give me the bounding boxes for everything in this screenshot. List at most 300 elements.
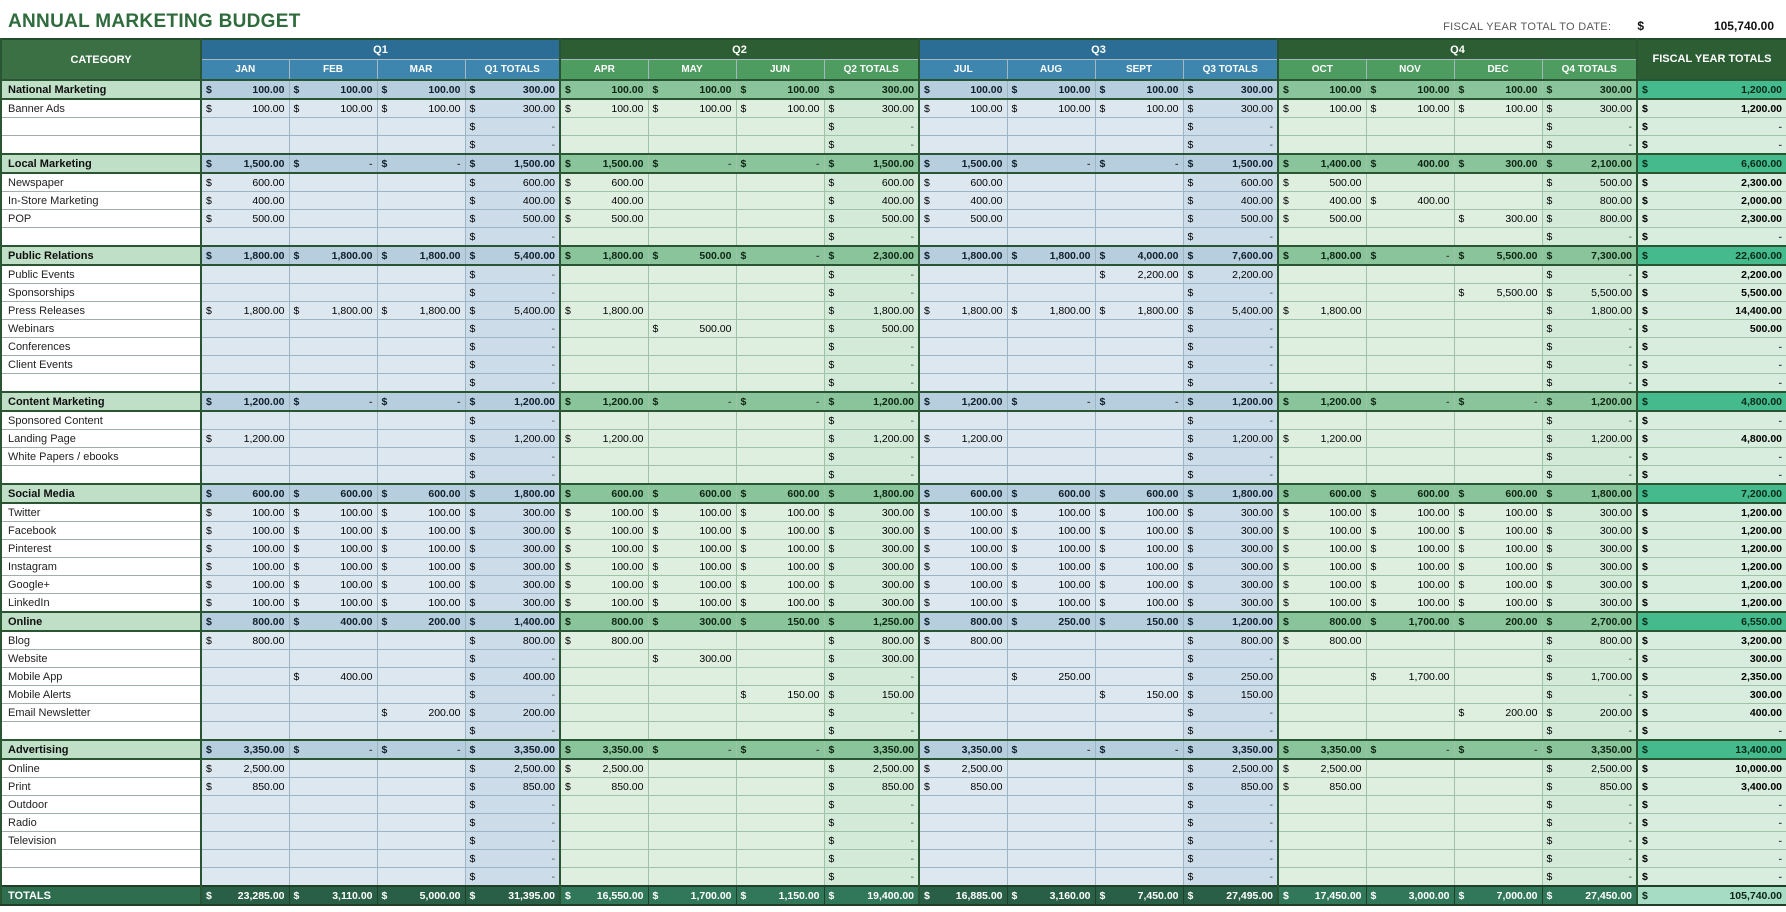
row-label-cell[interactable]: POP [1,210,201,228]
budget-cell[interactable] [1637,265,1786,284]
budget-cell[interactable] [1454,484,1542,503]
budget-cell[interactable] [560,466,648,485]
budget-cell[interactable] [1454,558,1542,576]
budget-cell[interactable] [648,374,736,393]
budget-cell[interactable] [1637,576,1786,594]
budget-cell[interactable] [824,154,919,173]
budget-cell[interactable] [1007,740,1095,759]
budget-cell[interactable] [1637,338,1786,356]
budget-cell[interactable] [919,356,1007,374]
budget-cell[interactable] [824,796,919,814]
budget-cell[interactable] [824,814,919,832]
budget-cell[interactable] [1007,99,1095,118]
totals-cell[interactable] [1095,886,1183,905]
quarter-band-q2[interactable]: Q2 [560,39,919,60]
row-label-cell[interactable]: Blog [1,631,201,650]
budget-cell[interactable] [289,868,377,887]
budget-cell[interactable] [736,99,824,118]
budget-cell[interactable] [1637,302,1786,320]
budget-cell[interactable] [560,173,648,192]
budget-cell[interactable] [1278,466,1366,485]
budget-cell[interactable] [648,522,736,540]
row-label-cell[interactable] [1,850,201,868]
budget-cell[interactable] [1637,411,1786,430]
budget-cell[interactable] [1183,686,1278,704]
budget-cell[interactable] [465,631,560,650]
budget-cell[interactable] [1183,430,1278,448]
budget-cell[interactable] [1637,284,1786,302]
budget-cell[interactable] [560,210,648,228]
budget-cell[interactable] [1095,796,1183,814]
budget-cell[interactable] [919,210,1007,228]
budget-cell[interactable] [919,228,1007,247]
budget-cell[interactable] [1007,484,1095,503]
budget-cell[interactable] [1637,778,1786,796]
budget-cell[interactable] [289,814,377,832]
row-label-cell[interactable]: Online [1,612,201,631]
budget-cell[interactable] [648,484,736,503]
budget-cell[interactable] [1183,722,1278,741]
budget-cell[interactable] [377,796,465,814]
budget-cell[interactable] [465,154,560,173]
budget-cell[interactable] [289,392,377,411]
budget-cell[interactable] [1366,320,1454,338]
budget-cell[interactable] [1637,448,1786,466]
budget-cell[interactable] [377,612,465,631]
budget-cell[interactable] [201,210,289,228]
budget-cell[interactable] [1542,228,1637,247]
budget-cell[interactable] [1183,740,1278,759]
budget-cell[interactable] [1007,192,1095,210]
budget-cell[interactable] [377,173,465,192]
budget-cell[interactable] [1183,832,1278,850]
budget-cell[interactable] [1278,284,1366,302]
budget-cell[interactable] [1095,722,1183,741]
budget-cell[interactable] [1542,650,1637,668]
budget-cell[interactable] [919,246,1007,265]
budget-cell[interactable] [1095,118,1183,136]
row-label-cell[interactable]: Banner Ads [1,99,201,118]
budget-cell[interactable] [1366,448,1454,466]
budget-cell[interactable] [1278,668,1366,686]
budget-cell[interactable] [1183,320,1278,338]
column-header-aug[interactable]: AUG [1007,60,1095,81]
budget-cell[interactable] [1454,374,1542,393]
budget-cell[interactable] [648,448,736,466]
budget-cell[interactable] [289,154,377,173]
budget-cell[interactable] [736,338,824,356]
column-header-dec[interactable]: DEC [1454,60,1542,81]
budget-cell[interactable] [465,448,560,466]
budget-cell[interactable] [824,173,919,192]
budget-cell[interactable] [1366,484,1454,503]
budget-cell[interactable] [1366,210,1454,228]
totals-cell[interactable] [1366,886,1454,905]
budget-cell[interactable] [1542,246,1637,265]
budget-cell[interactable] [1637,154,1786,173]
budget-cell[interactable] [1542,284,1637,302]
budget-cell[interactable] [824,392,919,411]
budget-cell[interactable] [1454,411,1542,430]
budget-cell[interactable] [1366,228,1454,247]
budget-cell[interactable] [736,668,824,686]
budget-cell[interactable] [1278,173,1366,192]
budget-cell[interactable] [1183,466,1278,485]
budget-cell[interactable] [1278,80,1366,99]
row-label-cell[interactable] [1,466,201,485]
row-label-cell[interactable]: Website [1,650,201,668]
row-label-cell[interactable] [1,228,201,247]
budget-cell[interactable] [1454,118,1542,136]
budget-cell[interactable] [1542,740,1637,759]
budget-cell[interactable] [736,594,824,613]
budget-cell[interactable] [1637,668,1786,686]
budget-cell[interactable] [736,759,824,778]
budget-cell[interactable] [919,320,1007,338]
budget-cell[interactable] [201,356,289,374]
budget-cell[interactable] [1183,522,1278,540]
budget-cell[interactable] [736,118,824,136]
budget-cell[interactable] [1454,392,1542,411]
budget-cell[interactable] [201,192,289,210]
budget-cell[interactable] [560,338,648,356]
budget-cell[interactable] [736,228,824,247]
budget-cell[interactable] [736,814,824,832]
budget-cell[interactable] [1637,722,1786,741]
budget-cell[interactable] [1095,320,1183,338]
budget-cell[interactable] [736,631,824,650]
budget-cell[interactable] [1007,576,1095,594]
budget-cell[interactable] [648,631,736,650]
budget-cell[interactable] [377,759,465,778]
budget-cell[interactable] [289,136,377,155]
row-label-cell[interactable]: Radio [1,814,201,832]
budget-cell[interactable] [465,686,560,704]
budget-cell[interactable] [1542,430,1637,448]
row-label-cell[interactable]: Conferences [1,338,201,356]
budget-cell[interactable] [560,99,648,118]
budget-cell[interactable] [1366,338,1454,356]
budget-cell[interactable] [648,320,736,338]
budget-cell[interactable] [1095,356,1183,374]
budget-cell[interactable] [1183,503,1278,522]
budget-cell[interactable] [919,466,1007,485]
budget-cell[interactable] [377,668,465,686]
budget-cell[interactable] [736,778,824,796]
budget-cell[interactable] [1183,392,1278,411]
budget-cell[interactable] [1183,411,1278,430]
column-header-q2-totals[interactable]: Q2 TOTALS [824,60,919,81]
budget-cell[interactable] [1366,650,1454,668]
row-label-cell[interactable]: Mobile Alerts [1,686,201,704]
budget-cell[interactable] [1007,136,1095,155]
budget-cell[interactable] [824,430,919,448]
budget-cell[interactable] [824,522,919,540]
budget-cell[interactable] [648,576,736,594]
budget-cell[interactable] [201,99,289,118]
budget-cell[interactable] [201,503,289,522]
budget-cell[interactable] [201,540,289,558]
budget-cell[interactable] [1183,302,1278,320]
budget-cell[interactable] [1278,868,1366,887]
column-header-nov[interactable]: NOV [1366,60,1454,81]
budget-cell[interactable] [1278,722,1366,741]
budget-cell[interactable] [1278,704,1366,722]
budget-cell[interactable] [919,650,1007,668]
budget-cell[interactable] [919,814,1007,832]
budget-cell[interactable] [1007,118,1095,136]
budget-cell[interactable] [377,540,465,558]
budget-cell[interactable] [1095,612,1183,631]
row-label-cell[interactable]: Client Events [1,356,201,374]
budget-cell[interactable] [377,740,465,759]
budget-cell[interactable] [201,392,289,411]
budget-cell[interactable] [1183,338,1278,356]
budget-cell[interactable] [1454,228,1542,247]
budget-cell[interactable] [648,338,736,356]
budget-cell[interactable] [1007,796,1095,814]
budget-cell[interactable] [560,631,648,650]
budget-cell[interactable] [736,558,824,576]
budget-cell[interactable] [201,832,289,850]
budget-cell[interactable] [1366,136,1454,155]
budget-cell[interactable] [648,594,736,613]
budget-cell[interactable] [1278,118,1366,136]
budget-cell[interactable] [465,850,560,868]
budget-cell[interactable] [1454,246,1542,265]
budget-cell[interactable] [201,448,289,466]
totals-cell[interactable] [1007,886,1095,905]
budget-cell[interactable] [560,411,648,430]
budget-cell[interactable] [1454,668,1542,686]
row-label-cell[interactable]: Sponsored Content [1,411,201,430]
budget-cell[interactable] [377,466,465,485]
row-label-cell[interactable]: Press Releases [1,302,201,320]
budget-cell[interactable] [1366,430,1454,448]
budget-cell[interactable] [1542,192,1637,210]
budget-cell[interactable] [1095,448,1183,466]
budget-cell[interactable] [1454,850,1542,868]
row-label-cell[interactable]: National Marketing [1,80,201,99]
budget-cell[interactable] [1637,99,1786,118]
budget-cell[interactable] [377,850,465,868]
budget-cell[interactable] [736,302,824,320]
budget-cell[interactable] [465,228,560,247]
budget-cell[interactable] [736,576,824,594]
budget-cell[interactable] [648,265,736,284]
budget-cell[interactable] [377,631,465,650]
budget-cell[interactable] [377,320,465,338]
budget-cell[interactable] [201,668,289,686]
budget-cell[interactable] [648,210,736,228]
row-label-cell[interactable] [1,136,201,155]
budget-cell[interactable] [919,704,1007,722]
budget-cell[interactable] [289,832,377,850]
budget-cell[interactable] [289,302,377,320]
budget-cell[interactable] [919,154,1007,173]
budget-cell[interactable] [1366,411,1454,430]
budget-cell[interactable] [560,594,648,613]
budget-cell[interactable] [377,650,465,668]
budget-cell[interactable] [919,558,1007,576]
budget-cell[interactable] [201,118,289,136]
budget-cell[interactable] [465,338,560,356]
budget-cell[interactable] [1095,466,1183,485]
budget-cell[interactable] [377,80,465,99]
totals-cell[interactable] [377,886,465,905]
budget-cell[interactable] [648,118,736,136]
budget-cell[interactable] [1183,704,1278,722]
budget-cell[interactable] [1542,99,1637,118]
budget-cell[interactable] [1007,832,1095,850]
budget-cell[interactable] [465,832,560,850]
budget-cell[interactable] [1366,302,1454,320]
budget-cell[interactable] [1366,704,1454,722]
budget-cell[interactable] [824,650,919,668]
budget-cell[interactable] [1366,612,1454,631]
budget-cell[interactable] [824,302,919,320]
budget-cell[interactable] [919,668,1007,686]
budget-cell[interactable] [560,558,648,576]
budget-cell[interactable] [1542,631,1637,650]
row-label-cell[interactable]: Facebook [1,522,201,540]
budget-cell[interactable] [1454,503,1542,522]
budget-cell[interactable] [560,650,648,668]
budget-cell[interactable] [648,796,736,814]
budget-cell[interactable] [1007,759,1095,778]
budget-cell[interactable] [736,246,824,265]
budget-cell[interactable] [648,284,736,302]
budget-cell[interactable] [1454,631,1542,650]
budget-cell[interactable] [919,448,1007,466]
budget-cell[interactable] [736,154,824,173]
budget-cell[interactable] [377,484,465,503]
row-label-cell[interactable]: Content Marketing [1,392,201,411]
budget-cell[interactable] [1183,154,1278,173]
budget-cell[interactable] [560,740,648,759]
budget-cell[interactable] [824,466,919,485]
budget-cell[interactable] [648,430,736,448]
column-header-sept[interactable]: SEPT [1095,60,1183,81]
budget-cell[interactable] [919,850,1007,868]
budget-cell[interactable] [824,850,919,868]
budget-cell[interactable] [736,356,824,374]
budget-cell[interactable] [201,850,289,868]
budget-cell[interactable] [377,192,465,210]
budget-cell[interactable] [1454,814,1542,832]
budget-cell[interactable] [1542,503,1637,522]
budget-cell[interactable] [648,740,736,759]
budget-cell[interactable] [201,868,289,887]
budget-cell[interactable] [824,868,919,887]
budget-cell[interactable] [1637,320,1786,338]
budget-cell[interactable] [1454,868,1542,887]
column-header-q1-totals[interactable]: Q1 TOTALS [465,60,560,81]
budget-cell[interactable] [1454,338,1542,356]
budget-cell[interactable] [1542,576,1637,594]
budget-cell[interactable] [1454,722,1542,741]
budget-cell[interactable] [824,192,919,210]
budget-cell[interactable] [648,558,736,576]
budget-cell[interactable] [1095,868,1183,887]
budget-cell[interactable] [1366,631,1454,650]
budget-cell[interactable] [1007,668,1095,686]
budget-cell[interactable] [824,448,919,466]
budget-cell[interactable] [1366,814,1454,832]
budget-cell[interactable] [1007,466,1095,485]
budget-cell[interactable] [648,868,736,887]
budget-cell[interactable] [736,540,824,558]
budget-cell[interactable] [1454,778,1542,796]
budget-cell[interactable] [201,686,289,704]
budget-cell[interactable] [1542,558,1637,576]
budget-cell[interactable] [1278,228,1366,247]
budget-cell[interactable] [465,814,560,832]
budget-cell[interactable] [560,448,648,466]
budget-cell[interactable] [1542,210,1637,228]
budget-cell[interactable] [1278,320,1366,338]
row-label-cell[interactable]: Twitter [1,503,201,522]
budget-cell[interactable] [1542,484,1637,503]
budget-cell[interactable] [377,686,465,704]
budget-cell[interactable] [1637,173,1786,192]
budget-cell[interactable] [465,302,560,320]
budget-cell[interactable] [1007,411,1095,430]
budget-cell[interactable] [919,484,1007,503]
budget-cell[interactable] [648,246,736,265]
budget-cell[interactable] [1366,265,1454,284]
quarter-band-q3[interactable]: Q3 [919,39,1278,60]
budget-cell[interactable] [648,228,736,247]
totals-cell[interactable] [736,886,824,905]
row-label-cell[interactable] [1,118,201,136]
budget-cell[interactable] [377,778,465,796]
budget-cell[interactable] [289,668,377,686]
totals-cell[interactable] [824,886,919,905]
row-label-cell[interactable]: LinkedIn [1,594,201,613]
budget-cell[interactable] [1095,228,1183,247]
budget-cell[interactable] [1278,796,1366,814]
budget-cell[interactable] [289,576,377,594]
budget-cell[interactable] [648,540,736,558]
budget-cell[interactable] [1366,740,1454,759]
budget-cell[interactable] [1095,759,1183,778]
budget-cell[interactable] [289,650,377,668]
row-label-cell[interactable]: Pinterest [1,540,201,558]
budget-cell[interactable] [201,704,289,722]
budget-cell[interactable] [1542,814,1637,832]
budget-cell[interactable] [289,796,377,814]
budget-cell[interactable] [465,484,560,503]
budget-cell[interactable] [201,740,289,759]
budget-cell[interactable] [1366,246,1454,265]
budget-cell[interactable] [201,650,289,668]
budget-cell[interactable] [1278,522,1366,540]
budget-cell[interactable] [1007,210,1095,228]
budget-cell[interactable] [736,722,824,741]
budget-cell[interactable] [1542,868,1637,887]
budget-cell[interactable] [560,118,648,136]
row-label-cell[interactable] [1,868,201,887]
budget-cell[interactable] [1637,868,1786,887]
budget-cell[interactable] [560,284,648,302]
budget-cell[interactable] [824,118,919,136]
totals-cell[interactable] [1542,886,1637,905]
budget-cell[interactable] [1366,80,1454,99]
budget-cell[interactable] [1637,759,1786,778]
budget-cell[interactable] [560,796,648,814]
budget-cell[interactable] [201,154,289,173]
